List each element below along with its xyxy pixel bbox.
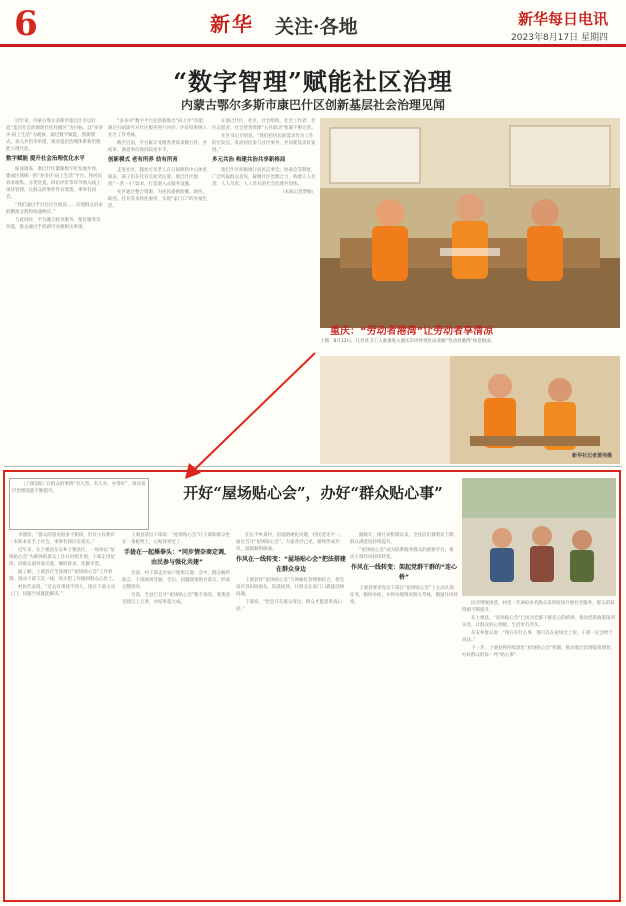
boxed-headline: 开好“屋场贴心会”，办好“群众贴心事” <box>183 484 443 502</box>
boxed-column-3: 在长平乡某村，因道路硬化问题，村民意见不一。通过召开“屋场贴心会”，大家各抒己见，最终形成共识，道路顺利修通。 作风在一线转变：“屋场贴心会”把法搭建在群众身边 上栗县将“屋场贴心会”与网格化管理相结合，把会场开到田间地头、院落屋场，让群众在家门口就能反映问题。 干部说，“把会开在群众身边，群众才愿意说真心话。” <box>236 533 346 612</box>
boxed-tag: （上接1版） <box>21 482 47 487</box>
photo-story-title: 重庆：“劳动者港湾”让劳动者享清凉 <box>330 326 494 337</box>
boxed-column-5: 民对增收困惑，村里一年300多名群众来到屋场开展社会服务，群众的获得感不断提升。 在上栗县，“屋场贴心会”已成为党群干群连心的桥梁，推动党的政策落到实处，让群众的心更暖、生活更有奔头。 东安乡群众说：“现在有什么事，都可以在屋场会上说，干部一定会给个说法。” 下一步，上栗县将持续深化“屋场贴心会”机制，推动基层治理提质增效，办好群众的每一件“贴心事”。 <box>462 601 616 658</box>
boxed-column-2: 上栗县基层干部说：“屋场贴心会”让干部和群众坐在一条板凳上，心贴得更近了。 手拢在一起捶拳头：“同步情奈商定调，由民参与强化共建” 会前，村干部走访农户收集议题；会中，群众畅所欲言，干部现场答疑；会后，问题逐项销号落实，形成完整闭环。 目前，全县已召开“屋场贴心会”数千场次，收集意见建议上万条，办结率超九成。 <box>122 533 231 605</box>
article-subtitle-3: 多元共治 构建共治共享新格局 <box>212 157 286 163</box>
date-line: 2023年8月17日 星期四 <box>511 33 608 43</box>
photo-meeting <box>462 478 616 596</box>
article-byline: （本报记者贾楠） <box>280 190 316 195</box>
header-rule <box>0 44 626 47</box>
main-headline: “数字智理”赋能社区治理 <box>173 67 453 96</box>
article-subtitle-1: 数字赋能 提升社会治理优化水平 <box>6 156 85 162</box>
boxed-column-4: 据统计，推行该机制以来，全县信访量明显下降，群众满意度持续提升。 “屋场贴心会”成为联系服务群众的重要平台，推动干部作风持续转变。 作风在一线转变：架起党群干群的“连心桥” 上栗县要求党员干部在“屋场贴心会”上主动认领任务，限时办结，并将办理情况纳入考核，倒逼作风转变。 <box>350 533 458 605</box>
article-column-2: “多多评”数字平台还创新推出“码上评”功能，通过扫码即可对社区服务进行评价，评价结果纳入社区工作考核。 截至目前，平台累计受理各类诉求数万件，办结率、满意率均保持较高水平。 创新模式 老有所养 幼有所育 走进社区，随处可见老人在日间照料中心休息娱乐，孩子们在托育点欢笑玩耍。康巴什区围绕“一老一小”需求，打造嵌入式服务设施。 社区通过整合资源，为居民提供助餐、助医、助浴、托育等多样化服务，实现“家门口”的幸福生活。 <box>108 119 208 209</box>
brand-logo: 新华 <box>210 12 254 36</box>
main-subheadline: 内蒙古鄂尔多斯市康巴什区创新基层社会治理见闻 <box>180 98 445 112</box>
photo-rest-station <box>320 118 620 328</box>
photo-caption: 上图：8月12日，几名环卫工人准备进入重庆市沙坪坝区站北路“劳动者港湾”休息纳凉。 <box>320 339 496 344</box>
photo-workers-eating <box>320 356 620 464</box>
section-title: 关注·各地 <box>275 16 358 38</box>
boxed-subtitle-1: 手拢在一起捶拳头：“同步情奈商定调，由民参与强化共建” <box>124 549 230 566</box>
page-number: 6 <box>14 4 38 44</box>
boxed-column-1: 李德清，“群众的意见很多不相同，但有小有难有一本账本在手上社会，事事有回应有落实。” 近年来，在上栗县东安乡上栗县区，一场场以“屋场贴心会”为载体的群众工作在村组开展，干部走进屋场，同群众面对面交流，倾听诉求，化解矛盾。 据了解，上栗县在全县推行“屋场贴心会”工作机制，推动干部下沉一线，真正把工作做到群众心坎上。 村民代表说，“过去有事找不到人，现在干部主动上门，问题当场就能解决。” <box>9 533 117 597</box>
paper-name: 新华每日电讯 <box>517 10 608 28</box>
boxed-subtitle-2: 作风在一线转变：“屋场贴心会”把法搭建在群众身边 <box>236 556 346 573</box>
article-column-3: 在康巴什区，社区、社会组织、社会工作者、社区志愿者、社会慈善资源“五社联动”机制不断完善。 社区书记介绍说，“我们把居民的需求作为工作的出发点，发动居民参与社区事务，共同建设美好家园。” 多元共治 构建共治共享新格局 康巴什区积极推行居民议事会、协商会等制度，广泛听取群众意见，凝聚社区治理合力，构建人人有责、人人尽责、人人享有的社会治理共同体。 （本报记者贾楠） <box>212 119 316 195</box>
article-subtitle-2: 创新模式 老有所养 幼有所育 <box>108 157 178 163</box>
article-column-1: 近年来，内蒙古鄂尔多斯市康巴什区以打造“基层社会治理现代化样板区”为目标，以“多多评·码上生活”为载体，通过数字赋能，创新模式，多元共治等举措，推动基层治理体系和治理能力现代化。 数字赋能 提升社会治理优化水平 座谈调查，康巴什区紧跟数字化发展步伐，建成区域统一的“多多评·码上生活”平台，将居民诉求收集、分类处置、回访评价等环节纳入线上闭环管理，让群众的事件件有着落，事事有回音。 “我们通过平台在后台推送……实现群众诉求的精准分派和快速响应。” 与此同时，平台融合政务服务、便民服务等功能，群众通过手机即可办理相关事项。 <box>6 119 103 230</box>
boxed-subtitle-3: 作风在一线转变：架起党群干群的“连心桥” <box>351 564 457 581</box>
boxed-intro: （上接1版）让群众的事情“有人管、有人办、办得好”，推动基层治理效能不断提升。 <box>9 478 149 530</box>
photo-credit: 新华社记者黄伟摄 <box>571 453 612 459</box>
section-divider <box>4 466 622 467</box>
